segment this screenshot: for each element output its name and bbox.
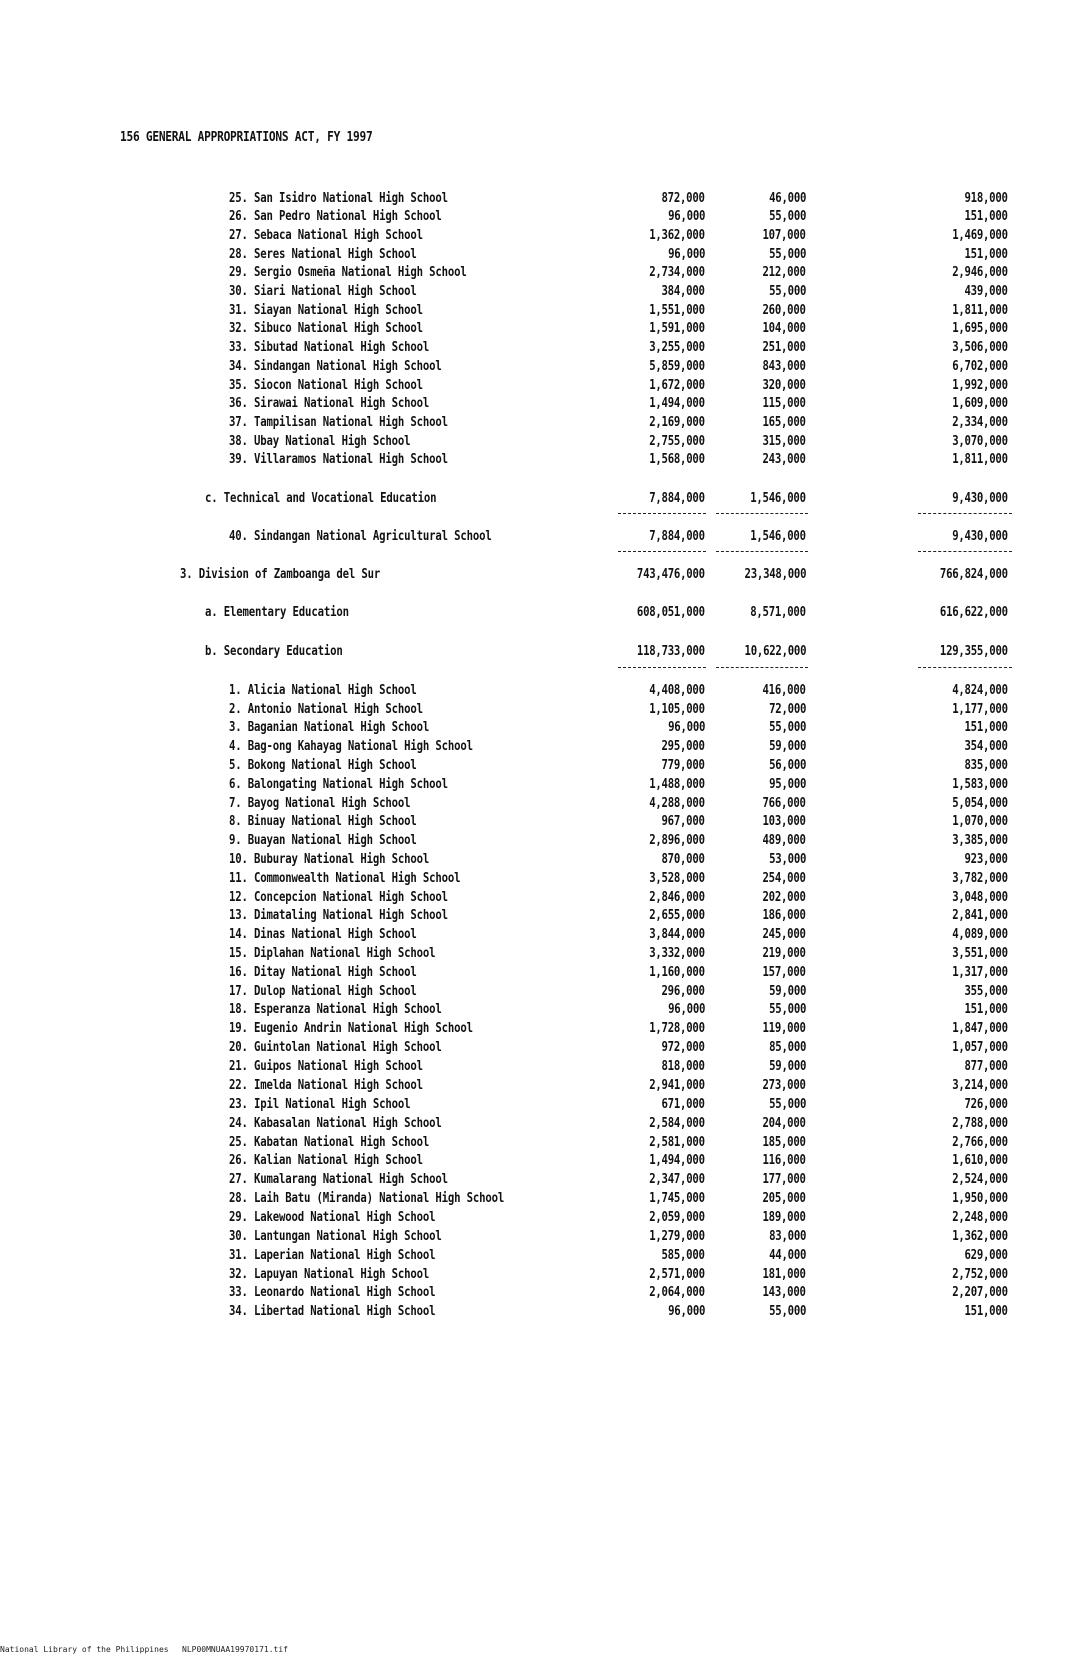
row-label: 26. Kalian National High School bbox=[229, 1153, 423, 1168]
row-label: 9. Buayan National High School bbox=[229, 833, 417, 848]
row-value-c3: 1,070,000 bbox=[952, 814, 1008, 829]
row-label: 8. Binuay National High School bbox=[229, 814, 417, 829]
row-value-c3: 9,430,000 bbox=[952, 491, 1008, 506]
row-label: 1. Alicia National High School bbox=[229, 683, 417, 698]
row-value-c3: 1,583,000 bbox=[952, 777, 1008, 792]
row-value-c3: 2,752,000 bbox=[952, 1267, 1008, 1282]
row-value-c1: 743,476,000 bbox=[637, 567, 705, 582]
row-value-c3: 1,609,000 bbox=[952, 396, 1008, 411]
row-value-c3: 1,362,000 bbox=[952, 1229, 1008, 1244]
row-value-c1: 1,494,000 bbox=[649, 1153, 705, 1168]
row-value-c1: 96,000 bbox=[667, 1002, 705, 1017]
row-value-c3: 726,000 bbox=[964, 1097, 1008, 1112]
row-label: 28. Laih Batu (Miranda) National High School bbox=[229, 1191, 505, 1206]
table-row bbox=[0, 1115, 1085, 1133]
row-label: 3. Baganian National High School bbox=[229, 720, 430, 735]
table-row bbox=[0, 738, 1085, 756]
row-value-c2: 55,000 bbox=[768, 1097, 806, 1112]
row-label: 19. Eugenio Andrin National High School bbox=[229, 1021, 473, 1036]
row-value-c3: 2,766,000 bbox=[952, 1135, 1008, 1150]
table-row bbox=[0, 776, 1085, 794]
row-value-c1: 585,000 bbox=[661, 1248, 705, 1263]
row-value-c1: 608,051,000 bbox=[637, 605, 705, 620]
row-label: 34. Libertad National High School bbox=[229, 1304, 436, 1319]
row-label: 37. Tampilisan National High School bbox=[229, 415, 448, 430]
row-value-c3: 9,430,000 bbox=[952, 529, 1008, 544]
row-value-c2: 320,000 bbox=[762, 378, 806, 393]
table-row bbox=[0, 283, 1085, 301]
subtotal-rule bbox=[918, 667, 1012, 668]
row-value-c3: 6,702,000 bbox=[952, 359, 1008, 374]
row-value-c3: 835,000 bbox=[964, 758, 1008, 773]
row-value-c1: 5,859,000 bbox=[649, 359, 705, 374]
table-row bbox=[0, 1152, 1085, 1170]
row-value-c2: 53,000 bbox=[768, 852, 806, 867]
footer-file: NLP00MNUAA19970171.tif bbox=[182, 1645, 288, 1654]
row-value-c1: 7,884,000 bbox=[649, 491, 705, 506]
row-label: 32. Sibuco National High School bbox=[229, 321, 423, 336]
row-label: 24. Kabasalan National High School bbox=[229, 1116, 442, 1131]
row-label: 28. Seres National High School bbox=[229, 247, 417, 262]
row-value-c1: 2,064,000 bbox=[649, 1285, 705, 1300]
row-value-c2: 72,000 bbox=[768, 702, 806, 717]
row-value-c3: 151,000 bbox=[964, 720, 1008, 735]
row-value-c3: 1,950,000 bbox=[952, 1191, 1008, 1206]
table-row bbox=[0, 490, 1085, 508]
row-label: 40. Sindangan National Agricultural School bbox=[229, 529, 492, 544]
subtotal-rule bbox=[618, 551, 706, 552]
table-row bbox=[0, 395, 1085, 413]
row-value-c2: 143,000 bbox=[762, 1285, 806, 1300]
row-value-c2: 59,000 bbox=[768, 1059, 806, 1074]
row-value-c3: 1,610,000 bbox=[952, 1153, 1008, 1168]
row-value-c1: 3,844,000 bbox=[649, 927, 705, 942]
row-value-c2: 189,000 bbox=[762, 1210, 806, 1225]
row-value-c1: 2,169,000 bbox=[649, 415, 705, 430]
table-row bbox=[0, 1266, 1085, 1284]
row-label: 33. Sibutad National High School bbox=[229, 340, 430, 355]
row-value-c1: 2,059,000 bbox=[649, 1210, 705, 1225]
row-value-c2: 245,000 bbox=[762, 927, 806, 942]
row-value-c3: 3,214,000 bbox=[952, 1078, 1008, 1093]
table-row bbox=[0, 227, 1085, 245]
table-row bbox=[0, 1058, 1085, 1076]
table-row bbox=[0, 1228, 1085, 1246]
row-value-c3: 3,782,000 bbox=[952, 871, 1008, 886]
table-row bbox=[0, 1134, 1085, 1152]
row-value-c1: 671,000 bbox=[661, 1097, 705, 1112]
table-row bbox=[0, 643, 1085, 661]
row-value-c1: 4,288,000 bbox=[649, 796, 705, 811]
row-value-c2: 10,622,000 bbox=[744, 644, 806, 659]
row-value-c2: 119,000 bbox=[762, 1021, 806, 1036]
table-row bbox=[0, 832, 1085, 850]
row-value-c3: 151,000 bbox=[964, 1002, 1008, 1017]
row-value-c2: 95,000 bbox=[768, 777, 806, 792]
row-value-c3: 877,000 bbox=[964, 1059, 1008, 1074]
table-row bbox=[0, 945, 1085, 963]
row-label: 33. Leonardo National High School bbox=[229, 1285, 436, 1300]
row-label: 25. San Isidro National High School bbox=[229, 191, 448, 206]
row-label: 29. Sergio Osmeña National High School bbox=[229, 265, 467, 280]
row-value-c2: 186,000 bbox=[762, 908, 806, 923]
row-label: 15. Diplahan National High School bbox=[229, 946, 436, 961]
table-row bbox=[0, 907, 1085, 925]
row-label: 25. Kabatan National High School bbox=[229, 1135, 430, 1150]
row-value-c2: 219,000 bbox=[762, 946, 806, 961]
row-value-c2: 59,000 bbox=[768, 984, 806, 999]
table-row bbox=[0, 851, 1085, 869]
row-value-c3: 3,506,000 bbox=[952, 340, 1008, 355]
row-label: 38. Ubay National High School bbox=[229, 434, 411, 449]
subtotal-rule bbox=[918, 513, 1012, 514]
row-value-c1: 1,672,000 bbox=[649, 378, 705, 393]
row-value-c2: 104,000 bbox=[762, 321, 806, 336]
table-row bbox=[0, 302, 1085, 320]
table-row bbox=[0, 1247, 1085, 1265]
row-value-c3: 3,048,000 bbox=[952, 890, 1008, 905]
row-value-c3: 766,824,000 bbox=[940, 567, 1008, 582]
row-label: 21. Guipos National High School bbox=[229, 1059, 423, 1074]
row-label: 34. Sindangan National High School bbox=[229, 359, 442, 374]
row-value-c1: 818,000 bbox=[661, 1059, 705, 1074]
row-value-c2: 202,000 bbox=[762, 890, 806, 905]
table-row bbox=[0, 414, 1085, 432]
row-label: 26. San Pedro National High School bbox=[229, 209, 442, 224]
row-value-c1: 1,568,000 bbox=[649, 452, 705, 467]
row-value-c2: 254,000 bbox=[762, 871, 806, 886]
table-row bbox=[0, 701, 1085, 719]
row-value-c2: 165,000 bbox=[762, 415, 806, 430]
row-value-c3: 2,841,000 bbox=[952, 908, 1008, 923]
row-value-c1: 1,105,000 bbox=[649, 702, 705, 717]
row-value-c3: 3,070,000 bbox=[952, 434, 1008, 449]
row-label: 3. Division of Zamboanga del Sur bbox=[180, 567, 381, 582]
table-row bbox=[0, 208, 1085, 226]
row-value-c1: 870,000 bbox=[661, 852, 705, 867]
row-value-c3: 1,811,000 bbox=[952, 452, 1008, 467]
row-value-c3: 2,334,000 bbox=[952, 415, 1008, 430]
row-value-c2: 116,000 bbox=[762, 1153, 806, 1168]
row-value-c1: 96,000 bbox=[667, 1304, 705, 1319]
row-value-c3: 129,355,000 bbox=[940, 644, 1008, 659]
row-value-c2: 85,000 bbox=[768, 1040, 806, 1055]
row-value-c3: 355,000 bbox=[964, 984, 1008, 999]
subtotal-rule bbox=[918, 551, 1012, 552]
row-label: 13. Dimataling National High School bbox=[229, 908, 448, 923]
page-header: 156 GENERAL APPROPRIATIONS ACT, FY 1997 bbox=[120, 130, 373, 145]
row-value-c2: 55,000 bbox=[768, 1002, 806, 1017]
row-label: 27. Kumalarang National High School bbox=[229, 1172, 448, 1187]
row-value-c2: 204,000 bbox=[762, 1116, 806, 1131]
row-value-c3: 1,811,000 bbox=[952, 303, 1008, 318]
table-row bbox=[0, 358, 1085, 376]
table-row bbox=[0, 983, 1085, 1001]
row-value-c1: 1,591,000 bbox=[649, 321, 705, 336]
row-value-c1: 3,255,000 bbox=[649, 340, 705, 355]
row-value-c2: 185,000 bbox=[762, 1135, 806, 1150]
row-label: 11. Commonwealth National High School bbox=[229, 871, 461, 886]
row-label: c. Technical and Vocational Education bbox=[205, 491, 437, 506]
row-value-c1: 2,581,000 bbox=[649, 1135, 705, 1150]
row-value-c3: 1,057,000 bbox=[952, 1040, 1008, 1055]
table-row bbox=[0, 964, 1085, 982]
table-row bbox=[0, 682, 1085, 700]
row-value-c2: 766,000 bbox=[762, 796, 806, 811]
row-label: a. Elementary Education bbox=[205, 605, 349, 620]
row-value-c1: 96,000 bbox=[667, 209, 705, 224]
table-row bbox=[0, 1303, 1085, 1321]
row-value-c1: 1,494,000 bbox=[649, 396, 705, 411]
row-value-c3: 918,000 bbox=[964, 191, 1008, 206]
row-value-c2: 115,000 bbox=[762, 396, 806, 411]
row-value-c2: 55,000 bbox=[768, 1304, 806, 1319]
table-row bbox=[0, 813, 1085, 831]
row-label: 32. Lapuyan National High School bbox=[229, 1267, 430, 1282]
table-row bbox=[0, 1096, 1085, 1114]
table-row bbox=[0, 320, 1085, 338]
table-row bbox=[0, 264, 1085, 282]
subtotal-rule bbox=[618, 513, 706, 514]
row-label: 5. Bokong National High School bbox=[229, 758, 417, 773]
row-value-c1: 2,571,000 bbox=[649, 1267, 705, 1282]
row-value-c3: 629,000 bbox=[964, 1248, 1008, 1263]
row-value-c1: 872,000 bbox=[661, 191, 705, 206]
row-value-c2: 212,000 bbox=[762, 265, 806, 280]
row-value-c3: 2,946,000 bbox=[952, 265, 1008, 280]
row-value-c3: 4,089,000 bbox=[952, 927, 1008, 942]
table-row bbox=[0, 1171, 1085, 1189]
row-value-c2: 8,571,000 bbox=[750, 605, 806, 620]
row-value-c3: 2,788,000 bbox=[952, 1116, 1008, 1131]
table-row bbox=[0, 1284, 1085, 1302]
row-value-c3: 2,207,000 bbox=[952, 1285, 1008, 1300]
row-value-c1: 779,000 bbox=[661, 758, 705, 773]
table-row bbox=[0, 604, 1085, 622]
table-row bbox=[0, 246, 1085, 264]
row-value-c2: 56,000 bbox=[768, 758, 806, 773]
table-row bbox=[0, 926, 1085, 944]
row-label: 17. Dulop National High School bbox=[229, 984, 417, 999]
table-row bbox=[0, 1077, 1085, 1095]
table-row bbox=[0, 1020, 1085, 1038]
row-value-c3: 1,177,000 bbox=[952, 702, 1008, 717]
row-value-c2: 416,000 bbox=[762, 683, 806, 698]
row-value-c1: 384,000 bbox=[661, 284, 705, 299]
row-label: 10. Buburay National High School bbox=[229, 852, 430, 867]
row-value-c3: 4,824,000 bbox=[952, 683, 1008, 698]
table-row bbox=[0, 870, 1085, 888]
table-row bbox=[0, 566, 1085, 584]
row-value-c1: 3,528,000 bbox=[649, 871, 705, 886]
row-label: 12. Concepcion National High School bbox=[229, 890, 448, 905]
row-value-c2: 103,000 bbox=[762, 814, 806, 829]
row-value-c1: 296,000 bbox=[661, 984, 705, 999]
scan-footer bbox=[0, 1645, 288, 1654]
row-value-c3: 151,000 bbox=[964, 209, 1008, 224]
row-value-c1: 2,846,000 bbox=[649, 890, 705, 905]
row-value-c1: 118,733,000 bbox=[637, 644, 705, 659]
row-value-c1: 1,362,000 bbox=[649, 228, 705, 243]
subtotal-rule bbox=[716, 513, 808, 514]
row-value-c1: 295,000 bbox=[661, 739, 705, 754]
row-value-c3: 151,000 bbox=[964, 247, 1008, 262]
row-value-c2: 205,000 bbox=[762, 1191, 806, 1206]
table-row bbox=[0, 757, 1085, 775]
row-value-c1: 1,279,000 bbox=[649, 1229, 705, 1244]
row-value-c3: 5,054,000 bbox=[952, 796, 1008, 811]
table-row bbox=[0, 433, 1085, 451]
row-value-c3: 151,000 bbox=[964, 1304, 1008, 1319]
row-value-c1: 96,000 bbox=[667, 720, 705, 735]
row-value-c1: 1,745,000 bbox=[649, 1191, 705, 1206]
row-value-c3: 923,000 bbox=[964, 852, 1008, 867]
row-value-c1: 96,000 bbox=[667, 247, 705, 262]
row-label: 35. Siocon National High School bbox=[229, 378, 423, 393]
row-value-c1: 1,488,000 bbox=[649, 777, 705, 792]
row-value-c2: 273,000 bbox=[762, 1078, 806, 1093]
row-value-c1: 7,884,000 bbox=[649, 529, 705, 544]
row-value-c2: 55,000 bbox=[768, 247, 806, 262]
row-value-c2: 1,546,000 bbox=[750, 529, 806, 544]
row-value-c2: 46,000 bbox=[768, 191, 806, 206]
row-label: 2. Antonio National High School bbox=[229, 702, 423, 717]
row-value-c1: 972,000 bbox=[661, 1040, 705, 1055]
row-value-c3: 2,524,000 bbox=[952, 1172, 1008, 1187]
table-row bbox=[0, 719, 1085, 737]
row-value-c2: 843,000 bbox=[762, 359, 806, 374]
row-value-c2: 55,000 bbox=[768, 209, 806, 224]
row-label: 39. Villaramos National High School bbox=[229, 452, 448, 467]
row-label: 27. Sebaca National High School bbox=[229, 228, 423, 243]
footer-library: National Library of the Philippines bbox=[0, 1645, 169, 1654]
row-label: 29. Lakewood National High School bbox=[229, 1210, 436, 1225]
row-value-c1: 2,655,000 bbox=[649, 908, 705, 923]
table-row bbox=[0, 339, 1085, 357]
subtotal-rule bbox=[716, 551, 808, 552]
row-value-c2: 177,000 bbox=[762, 1172, 806, 1187]
row-label: 30. Siari National High School bbox=[229, 284, 417, 299]
table-row bbox=[0, 795, 1085, 813]
row-value-c1: 2,755,000 bbox=[649, 434, 705, 449]
table-row bbox=[0, 1209, 1085, 1227]
row-label: b. Secondary Education bbox=[205, 644, 343, 659]
row-label: 22. Imelda National High School bbox=[229, 1078, 423, 1093]
table-row bbox=[0, 1001, 1085, 1019]
row-value-c2: 489,000 bbox=[762, 833, 806, 848]
row-value-c2: 83,000 bbox=[768, 1229, 806, 1244]
row-value-c2: 107,000 bbox=[762, 228, 806, 243]
row-value-c1: 1,728,000 bbox=[649, 1021, 705, 1036]
row-value-c2: 315,000 bbox=[762, 434, 806, 449]
row-value-c2: 181,000 bbox=[762, 1267, 806, 1282]
row-label: 18. Esperanza National High School bbox=[229, 1002, 442, 1017]
row-value-c2: 251,000 bbox=[762, 340, 806, 355]
row-value-c3: 3,551,000 bbox=[952, 946, 1008, 961]
row-value-c3: 1,695,000 bbox=[952, 321, 1008, 336]
row-value-c1: 2,734,000 bbox=[649, 265, 705, 280]
subtotal-rule bbox=[618, 667, 706, 668]
row-value-c2: 260,000 bbox=[762, 303, 806, 318]
row-value-c2: 23,348,000 bbox=[744, 567, 806, 582]
row-value-c1: 3,332,000 bbox=[649, 946, 705, 961]
row-label: 31. Siayan National High School bbox=[229, 303, 423, 318]
row-value-c2: 243,000 bbox=[762, 452, 806, 467]
row-label: 23. Ipil National High School bbox=[229, 1097, 411, 1112]
row-label: 14. Dinas National High School bbox=[229, 927, 417, 942]
table-row bbox=[0, 889, 1085, 907]
row-value-c2: 157,000 bbox=[762, 965, 806, 980]
row-value-c1: 2,347,000 bbox=[649, 1172, 705, 1187]
row-value-c1: 967,000 bbox=[661, 814, 705, 829]
row-label: 6. Balongating National High School bbox=[229, 777, 448, 792]
row-value-c3: 2,248,000 bbox=[952, 1210, 1008, 1225]
row-value-c2: 55,000 bbox=[768, 284, 806, 299]
row-value-c1: 1,160,000 bbox=[649, 965, 705, 980]
row-value-c1: 1,551,000 bbox=[649, 303, 705, 318]
table-row bbox=[0, 190, 1085, 208]
row-label: 20. Guintolan National High School bbox=[229, 1040, 442, 1055]
row-value-c1: 4,408,000 bbox=[649, 683, 705, 698]
row-label: 4. Bag-ong Kahayag National High School bbox=[229, 739, 473, 754]
row-value-c2: 1,546,000 bbox=[750, 491, 806, 506]
row-value-c1: 2,584,000 bbox=[649, 1116, 705, 1131]
row-value-c3: 1,992,000 bbox=[952, 378, 1008, 393]
table-row bbox=[0, 1039, 1085, 1057]
row-label: 16. Ditay National High School bbox=[229, 965, 417, 980]
row-value-c3: 616,622,000 bbox=[940, 605, 1008, 620]
table-row bbox=[0, 451, 1085, 469]
row-value-c3: 439,000 bbox=[964, 284, 1008, 299]
subtotal-rule bbox=[716, 667, 808, 668]
row-value-c3: 1,317,000 bbox=[952, 965, 1008, 980]
table-row bbox=[0, 377, 1085, 395]
row-value-c2: 59,000 bbox=[768, 739, 806, 754]
row-value-c3: 1,847,000 bbox=[952, 1021, 1008, 1036]
row-label: 31. Laperian National High School bbox=[229, 1248, 436, 1263]
table-row bbox=[0, 528, 1085, 546]
row-value-c3: 3,385,000 bbox=[952, 833, 1008, 848]
row-value-c1: 2,941,000 bbox=[649, 1078, 705, 1093]
row-label: 30. Lantungan National High School bbox=[229, 1229, 442, 1244]
row-value-c3: 1,469,000 bbox=[952, 228, 1008, 243]
row-value-c1: 2,896,000 bbox=[649, 833, 705, 848]
table-row bbox=[0, 1190, 1085, 1208]
row-value-c2: 55,000 bbox=[768, 720, 806, 735]
row-label: 7. Bayog National High School bbox=[229, 796, 411, 811]
row-value-c2: 44,000 bbox=[768, 1248, 806, 1263]
row-value-c3: 354,000 bbox=[964, 739, 1008, 754]
row-label: 36. Sirawai National High School bbox=[229, 396, 430, 411]
